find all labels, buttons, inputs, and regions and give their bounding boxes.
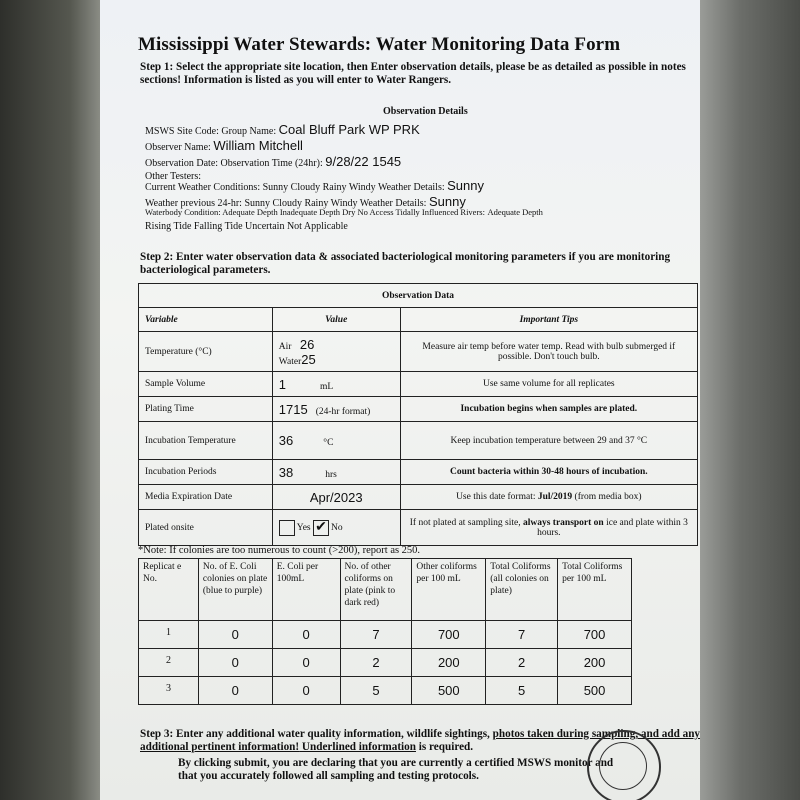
inc-temp-tip: Keep incubation temperature between 29 and 37 °C xyxy=(400,422,697,460)
inc-period-value-cell xyxy=(272,460,400,485)
no-checkbox-checked[interactable]: ✔ xyxy=(313,520,329,536)
inc-temp-value-cell xyxy=(272,422,400,460)
rep-header-6: Total Coliforms per 100 mL xyxy=(558,559,632,621)
plated-value-cell xyxy=(272,510,400,546)
inc-temp-unit: °C xyxy=(323,438,334,448)
inc-period-tip: Count bacteria within 30-48 hours of incubation. xyxy=(400,460,697,485)
plating-tip: Incubation begins when samples are plated. xyxy=(400,397,697,422)
observation-details-heading: Observation Details xyxy=(383,106,468,117)
site-label: MSWS Site Code: Group Name: xyxy=(145,126,277,137)
inc-period-label: Incubation Periods xyxy=(139,460,273,485)
sample-tip: Use same volume for all replicates xyxy=(400,372,697,397)
yes-label: Yes xyxy=(296,522,311,533)
plating-value-cell xyxy=(272,397,400,422)
ecoli-per-100ml: 0 xyxy=(272,677,340,705)
water-value: 25 xyxy=(301,351,316,367)
observer-label: Observer Name: xyxy=(145,142,211,153)
date-value: 9/28/22 1545 xyxy=(325,154,402,169)
temp-value-cell xyxy=(272,332,400,372)
rep-header-1: No. of E. Coli colonies on plate (blue to purple) xyxy=(198,559,272,621)
total-coliforms: 2 xyxy=(486,649,558,677)
sample-label: Sample Volume xyxy=(139,372,273,397)
sample-unit: mL xyxy=(320,381,334,392)
other-coliforms: 7 xyxy=(340,621,412,649)
colony-note: *Note: If colonies are too numerous to count (>200), report as 250. xyxy=(138,545,421,556)
msws-seal-logo xyxy=(587,730,661,800)
tide-label: Rising Tide Falling Tide Uncertain Not Applicable xyxy=(145,221,348,232)
other-per-100ml: 500 xyxy=(412,677,486,705)
total-per-100ml: 200 xyxy=(558,649,632,677)
inc-period-value: 38 xyxy=(278,464,294,480)
rep-header-2: E. Coli per 100mL xyxy=(272,559,340,621)
background-right xyxy=(700,0,800,800)
air-value: 26 xyxy=(299,336,315,352)
waterbody-label: Waterbody Condition: Adequate Depth Inadequate Depth Dry No Access Tidally Influenced Rivers: xyxy=(145,207,485,217)
site-value: Coal Bluff Park WP PRK xyxy=(278,122,420,137)
total-per-100ml: 700 xyxy=(558,621,632,649)
other-coliforms: 5 xyxy=(340,677,412,705)
rep-header-0: Replicat e No. xyxy=(139,559,199,621)
col-tips: Important Tips xyxy=(400,308,697,332)
replicate-number: 1 xyxy=(139,621,199,649)
total-coliforms: 7 xyxy=(486,621,558,649)
air-label: Air xyxy=(278,341,292,352)
form-title: Mississippi Water Stewards: Water Monitoring Data Form xyxy=(138,34,621,55)
ecoli-colonies: 0 xyxy=(198,677,272,705)
col-variable: Variable xyxy=(139,308,273,332)
form-paper xyxy=(100,0,700,800)
ecoli-colonies: 0 xyxy=(198,621,272,649)
media-value: Apr/2023 xyxy=(272,485,400,510)
plating-unit: (24-hr format) xyxy=(315,406,371,417)
background-left xyxy=(0,0,100,800)
plating-label: Plating Time xyxy=(139,397,273,422)
weather-value: Sunny xyxy=(447,178,484,193)
total-coliforms: 5 xyxy=(486,677,558,705)
other-testers-label: Other Testers: xyxy=(145,171,202,182)
inc-temp-value: 36 xyxy=(278,433,294,448)
observation-data-table xyxy=(138,283,698,546)
weather-prev-label: Weather previous 24-hr: Sunny Cloudy Rainy Windy Weather Details: xyxy=(145,198,427,209)
table-row xyxy=(139,621,632,649)
ecoli-per-100ml: 0 xyxy=(272,649,340,677)
weather-prev-value: Sunny xyxy=(428,194,466,209)
replicate-number: 2 xyxy=(139,649,199,677)
ecoli-per-100ml: 0 xyxy=(272,621,340,649)
step2-instructions: Step 2: Enter water observation data & associated bacteriological monitoring parameters if you are monitoring bacteriological parameters. xyxy=(140,251,671,276)
replicate-number: 3 xyxy=(139,677,199,705)
observation-data-title: Observation Data xyxy=(139,284,698,308)
media-tip: Use this date format: Jul/2019 (from media box) xyxy=(400,485,697,510)
step3-instructions: Step 3: Enter any additional water quality information, wildlife sightings, photos taken during sampling, and add any additional pertinent information! Underlined information is required. xyxy=(140,728,700,753)
sample-value: 1 xyxy=(278,376,287,392)
step1-instructions: Step 1: Select the appropriate site location, then Enter observation details, please be as detailed as possible in notes sections! Information is listed as you will enter to Water Rangers. xyxy=(140,61,686,86)
temp-tip: Measure air temp before water temp. Read with bulb submerged if possible. Don't touch bulb. xyxy=(400,332,697,372)
plated-label: Plated onsite xyxy=(139,510,273,546)
no-label: No xyxy=(331,522,343,533)
observer-value: William Mitchell xyxy=(213,138,303,153)
inc-temp-label: Incubation Temperature xyxy=(139,422,273,460)
observer-row xyxy=(145,138,303,153)
replicate-table xyxy=(138,558,632,705)
water-label: Water xyxy=(278,356,302,367)
rep-header-3: No. of other coliforms on plate (pink to dark red) xyxy=(340,559,412,621)
sample-value-cell xyxy=(272,372,400,397)
plating-value: 1715 xyxy=(278,401,308,417)
weather-label: Current Weather Conditions: Sunny Cloudy Rainy Windy Weather Details: xyxy=(145,182,445,193)
other-per-100ml: 700 xyxy=(412,621,486,649)
table-row xyxy=(139,677,632,705)
waterbody-row xyxy=(145,207,543,218)
site-row xyxy=(145,122,420,137)
ecoli-colonies: 0 xyxy=(198,649,272,677)
table-row xyxy=(139,649,632,677)
col-value: Value xyxy=(272,308,400,332)
certification-statement: By clicking submit, you are declaring that you are currently a certified MSWS monitor and that you accurately followed all sampling and testing protocols. xyxy=(178,757,614,782)
media-label: Media Expiration Date xyxy=(139,485,273,510)
rep-header-4: Other coliforms per 100 mL xyxy=(412,559,486,621)
weather-row xyxy=(145,178,484,193)
total-per-100ml: 500 xyxy=(558,677,632,705)
temp-label: Temperature (°C) xyxy=(139,332,273,372)
date-label: Observation Date: Observation Time (24hr): xyxy=(145,158,323,169)
date-row xyxy=(145,154,401,169)
plated-tip: If not plated at sampling site, always transport on ice and plate within 3 hours. xyxy=(400,510,697,546)
rep-header-5: Total Coliforms (all colonies on plate) xyxy=(486,559,558,621)
other-coliforms: 2 xyxy=(340,649,412,677)
waterbody-value: Adequate Depth xyxy=(487,207,543,217)
yes-checkbox[interactable] xyxy=(279,520,295,536)
other-per-100ml: 200 xyxy=(412,649,486,677)
inc-period-unit: hrs xyxy=(325,469,337,480)
